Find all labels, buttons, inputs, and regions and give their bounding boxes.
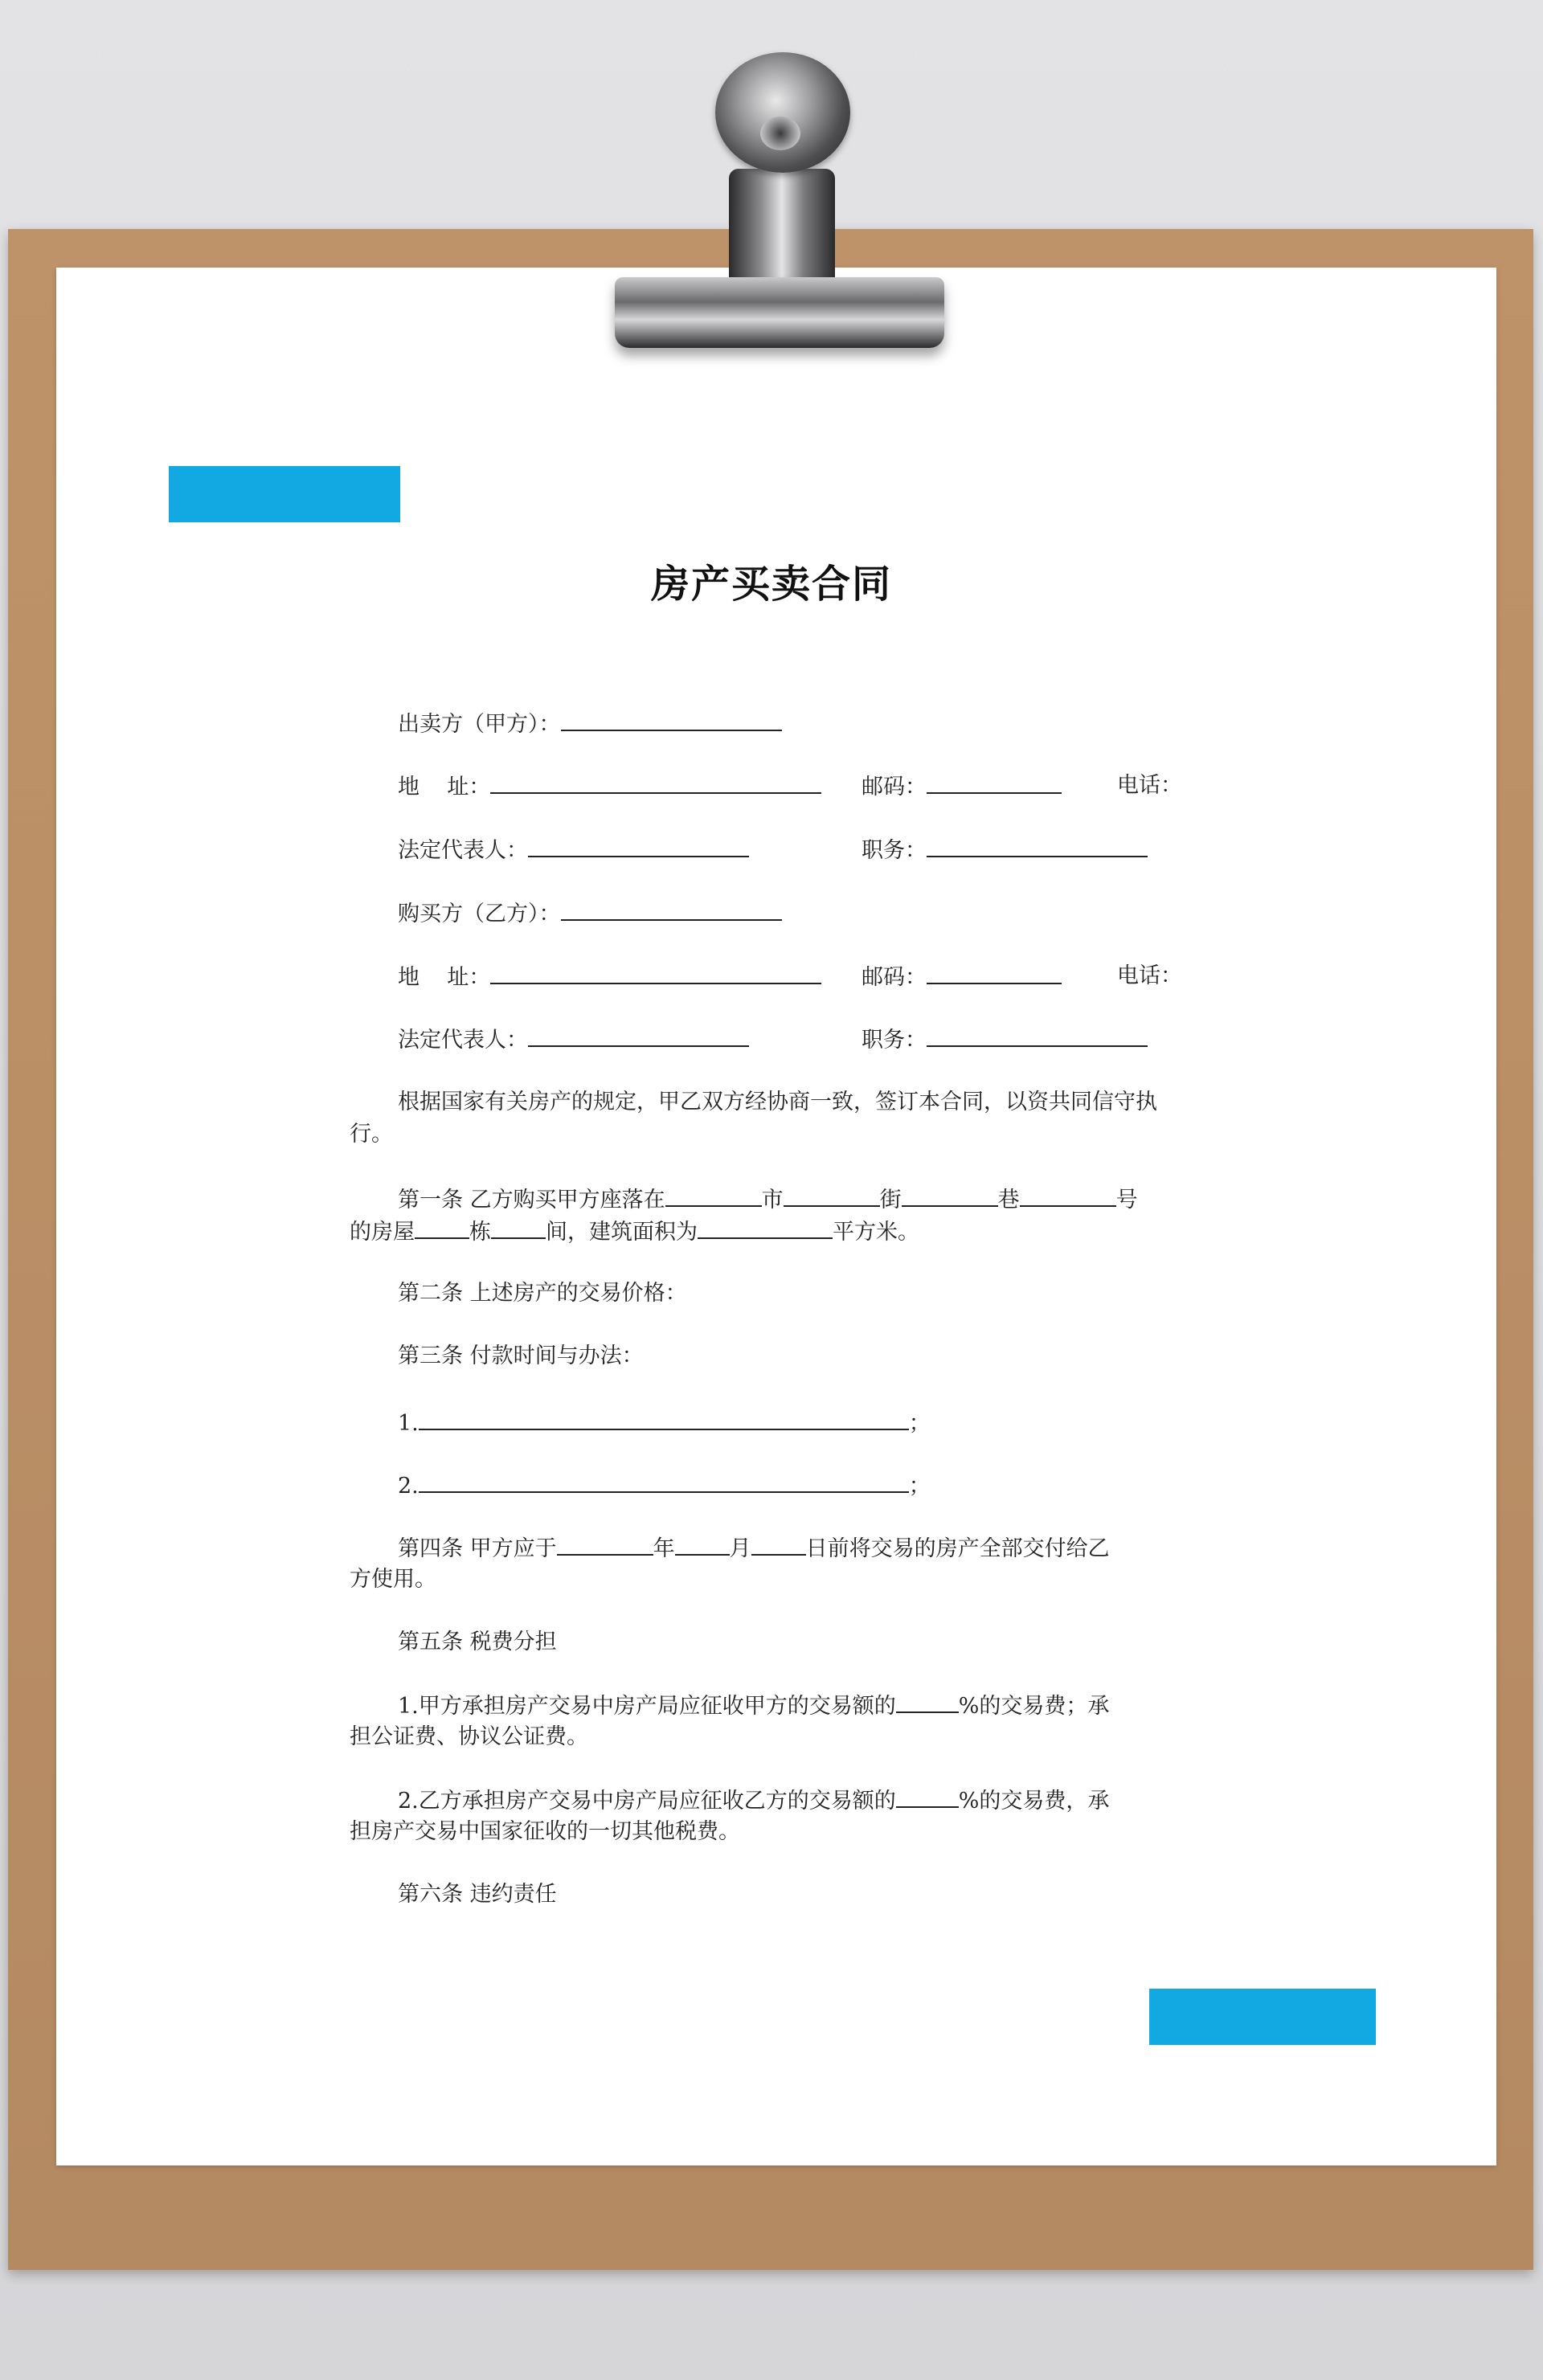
buyer-address-row <box>398 960 821 994</box>
buyer-field[interactable] <box>561 897 782 921</box>
phone-label: 电话： <box>1117 963 1182 988</box>
buyer-address-field[interactable] <box>490 960 821 984</box>
item1-label: 1. <box>398 1411 419 1436</box>
building-field[interactable] <box>415 1215 469 1239</box>
semicolon: ； <box>908 1474 931 1499</box>
seller-position <box>862 833 1148 867</box>
buyer-position-field[interactable] <box>927 1023 1148 1047</box>
postcode-label: 邮码： <box>862 965 927 990</box>
accent-bar-top <box>169 466 400 522</box>
year-label: 年 <box>653 1536 675 1561</box>
seller-address-row <box>398 770 821 804</box>
year-field[interactable] <box>557 1531 653 1556</box>
article1-line2 <box>350 1215 919 1249</box>
buyer-position <box>862 1023 1148 1057</box>
seller-rep-field[interactable] <box>528 833 749 857</box>
buyer-rep-field[interactable] <box>528 1023 749 1047</box>
tax1-percent-field[interactable] <box>896 1689 959 1713</box>
tax2-text: 2.乙方承担房产交易中房产局应征收乙方的交易额的 <box>398 1789 896 1814</box>
address-label: 地 址： <box>398 775 491 799</box>
clip-ring <box>715 52 850 173</box>
number-field[interactable] <box>1020 1183 1116 1207</box>
buyer-rep-row <box>398 1023 749 1057</box>
position-label: 职务： <box>862 1028 927 1053</box>
payment-item-2 <box>398 1469 931 1503</box>
house-label: 的房屋 <box>350 1220 415 1245</box>
article1-intro: 第一条 乙方购买甲方座落在 <box>398 1188 665 1212</box>
seller-postcode <box>862 770 1062 804</box>
seller-label: 出卖方（甲方）： <box>398 712 561 737</box>
tax2-percent-field[interactable] <box>896 1784 959 1808</box>
payment-item-1-field[interactable] <box>419 1406 909 1430</box>
city-field[interactable] <box>665 1183 762 1207</box>
phone-label: 电话： <box>1117 773 1182 798</box>
article5: 第五条 税费分担 <box>398 1630 557 1654</box>
article4-intro: 第四条 甲方应于 <box>398 1536 557 1561</box>
preamble-text: 根据国家有关房产的规定，甲乙双方经协商一致，签订本合同，以资共同信守执行。 <box>350 1090 1157 1147</box>
seller-row <box>398 707 782 741</box>
article4-line1 <box>398 1531 1110 1565</box>
preamble <box>350 1086 1193 1151</box>
article3: 第三条 付款时间与办法： <box>398 1343 644 1368</box>
tax1-text-b: %的交易费；承 <box>958 1694 1110 1719</box>
seller-postcode-field[interactable] <box>927 770 1062 794</box>
tax1-text: 1.甲方承担房产交易中房产局应征收甲方的交易额的 <box>398 1694 896 1719</box>
postcode-label: 邮码： <box>862 775 927 799</box>
buyer-row <box>398 897 782 930</box>
article4-line2: 方使用。 <box>350 1567 436 1592</box>
payment-item-1 <box>398 1406 931 1440</box>
article6: 第六条 违约责任 <box>398 1882 557 1907</box>
building-label: 栋 <box>469 1220 491 1245</box>
accent-bar-bottom <box>1149 1989 1376 2045</box>
room-label: 间，建筑面积为 <box>546 1220 698 1245</box>
lane-label: 巷 <box>997 1188 1020 1212</box>
binder-clip[interactable] <box>615 277 944 348</box>
tax2-line2: 担房产交易中国家征收的一切其他税费。 <box>350 1819 740 1844</box>
seller-address-field[interactable] <box>490 770 821 794</box>
street-label: 街 <box>879 1188 902 1212</box>
tax1-line1 <box>398 1689 1109 1723</box>
day-field[interactable] <box>751 1531 806 1556</box>
payment-item-2-field[interactable] <box>419 1469 909 1493</box>
month-label: 月 <box>729 1536 751 1561</box>
month-field[interactable] <box>675 1531 730 1556</box>
seller-position-field[interactable] <box>927 833 1148 857</box>
lane-field[interactable] <box>902 1183 998 1207</box>
clip-neck <box>729 169 835 289</box>
article1-line1 <box>398 1183 1138 1217</box>
legal-rep-label: 法定代表人： <box>398 838 528 863</box>
tax2-text-b: %的交易费，承 <box>958 1789 1110 1814</box>
article4-rest: 日前将交易的房产全部交付给乙 <box>805 1536 1110 1561</box>
article2: 第二条 上述房产的交易价格： <box>398 1281 687 1306</box>
page-title: 房产买卖合同 <box>650 562 892 607</box>
number-label: 号 <box>1115 1188 1138 1212</box>
city-label: 市 <box>761 1188 784 1212</box>
buyer-postcode-field[interactable] <box>927 960 1062 984</box>
tax2-line1 <box>398 1784 1109 1818</box>
address-label: 地 址： <box>398 965 491 990</box>
seller-rep-row <box>398 833 749 867</box>
street-field[interactable] <box>784 1183 880 1207</box>
buyer-label: 购买方（乙方）： <box>398 902 561 926</box>
legal-rep-label: 法定代表人： <box>398 1028 528 1053</box>
position-label: 职务： <box>862 838 927 863</box>
buyer-postcode <box>862 960 1062 994</box>
room-field[interactable] <box>491 1215 546 1239</box>
item2-label: 2. <box>398 1474 419 1499</box>
semicolon: ； <box>908 1411 931 1436</box>
buyer-phone <box>1117 960 1182 992</box>
seller-phone <box>1117 770 1182 802</box>
area-field[interactable] <box>698 1215 833 1239</box>
clip-hole <box>760 117 800 150</box>
seller-field[interactable] <box>561 707 782 731</box>
tax1-line2: 担公证费、协议公证费。 <box>350 1724 588 1749</box>
sqm-label: 平方米。 <box>833 1220 919 1245</box>
